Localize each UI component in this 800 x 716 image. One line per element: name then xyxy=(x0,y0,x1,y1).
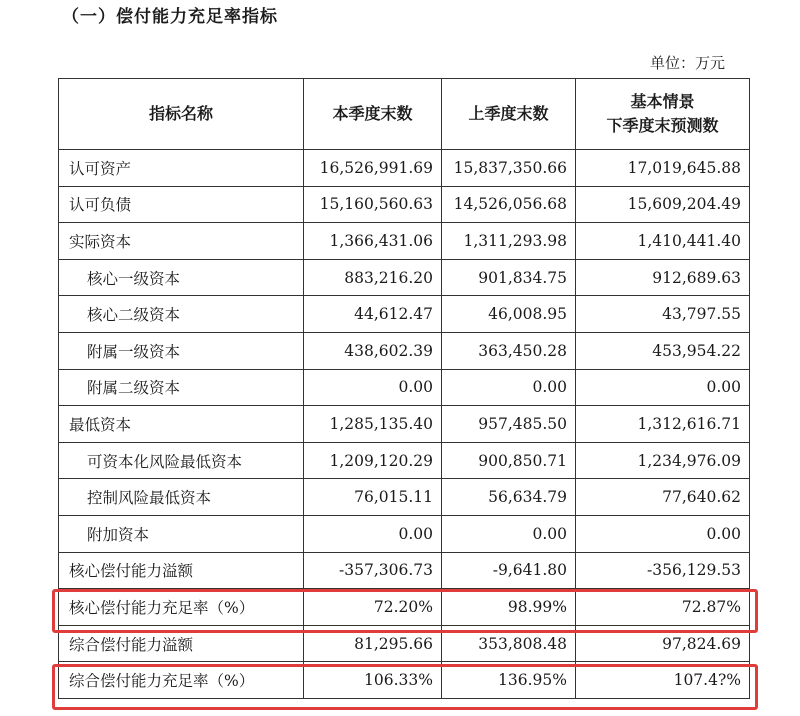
forecast-value: -356,129.53 xyxy=(576,552,750,589)
row-name: 核心偿付能力溢额 xyxy=(59,552,304,589)
current-quarter-value: 81,295.66 xyxy=(304,625,442,662)
row-name: 附属二级资本 xyxy=(59,369,304,406)
table-row xyxy=(59,296,750,333)
current-quarter-value: 76,015.11 xyxy=(304,479,442,516)
forecast-value: 43,797.55 xyxy=(576,296,750,333)
current-quarter-value: 44,612.47 xyxy=(304,296,442,333)
row-name: 实际资本 xyxy=(59,223,304,260)
previous-quarter-value: 14,526,056.68 xyxy=(442,186,576,223)
forecast-value: 0.00 xyxy=(576,515,750,552)
row-name: 核心一级资本 xyxy=(59,259,304,296)
previous-quarter-value: 363,450.28 xyxy=(442,332,576,369)
previous-quarter-value: 0.00 xyxy=(442,515,576,552)
header-indicator-name: 指标名称 xyxy=(59,79,304,150)
current-quarter-value: 883,216.20 xyxy=(304,259,442,296)
row-name: 综合偿付能力充足率（%） xyxy=(59,662,304,699)
current-quarter-value: 106.33% xyxy=(304,662,442,699)
forecast-value: 453,954.22 xyxy=(576,332,750,369)
current-quarter-value: 0.00 xyxy=(304,369,442,406)
forecast-value: 0.00 xyxy=(576,369,750,406)
current-quarter-value: 72.20% xyxy=(304,589,442,626)
table-row xyxy=(59,332,750,369)
previous-quarter-value: 15,837,350.66 xyxy=(442,150,576,187)
header-previous-quarter: 上季度末数 xyxy=(442,79,576,150)
header-forecast-line2: 下季度末预测数 xyxy=(606,116,719,135)
header-forecast-line1: 基本情景 xyxy=(630,92,695,111)
forecast-value: 77,640.62 xyxy=(576,479,750,516)
row-name: 核心二级资本 xyxy=(59,296,304,333)
current-quarter-value: 15,160,560.63 xyxy=(304,186,442,223)
forecast-value: 97,824.69 xyxy=(576,625,750,662)
table-row xyxy=(59,442,750,479)
table-header-row xyxy=(59,79,750,150)
forecast-value: 15,609,204.49 xyxy=(576,186,750,223)
previous-quarter-value: 1,311,293.98 xyxy=(442,223,576,260)
row-name: 认可负债 xyxy=(59,186,304,223)
forecast-value: 72.87% xyxy=(576,589,750,626)
table-row xyxy=(59,223,750,260)
header-forecast xyxy=(576,79,750,150)
unit-label: 单位：万元 xyxy=(650,54,726,72)
previous-quarter-value: -9,641.80 xyxy=(442,552,576,589)
row-name: 认可资产 xyxy=(59,150,304,187)
header-current-quarter: 本季度末数 xyxy=(304,79,442,150)
row-name: 综合偿付能力溢额 xyxy=(59,625,304,662)
forecast-value: 1,410,441.40 xyxy=(576,223,750,260)
table-row xyxy=(59,406,750,443)
table-row xyxy=(59,589,750,626)
solvency-table xyxy=(58,78,750,699)
previous-quarter-value: 98.99% xyxy=(442,589,576,626)
section-title: （一）偿付能力充足率指标 xyxy=(62,7,278,27)
table-row xyxy=(59,662,750,699)
current-quarter-value: -357,306.73 xyxy=(304,552,442,589)
previous-quarter-value: 353,808.48 xyxy=(442,625,576,662)
table-row xyxy=(59,186,750,223)
current-quarter-value: 438,602.39 xyxy=(304,332,442,369)
table-row xyxy=(59,259,750,296)
current-quarter-value: 1,285,135.40 xyxy=(304,406,442,443)
current-quarter-value: 1,209,120.29 xyxy=(304,442,442,479)
table-row xyxy=(59,625,750,662)
table-row xyxy=(59,515,750,552)
current-quarter-value: 16,526,991.69 xyxy=(304,150,442,187)
previous-quarter-value: 901,834.75 xyxy=(442,259,576,296)
table-row xyxy=(59,150,750,187)
previous-quarter-value: 56,634.79 xyxy=(442,479,576,516)
row-name: 附属一级资本 xyxy=(59,332,304,369)
forecast-value: 17,019,645.88 xyxy=(576,150,750,187)
previous-quarter-value: 900,850.71 xyxy=(442,442,576,479)
previous-quarter-value: 0.00 xyxy=(442,369,576,406)
current-quarter-value: 0.00 xyxy=(304,515,442,552)
row-name: 可资本化风险最低资本 xyxy=(59,442,304,479)
row-name: 附加资本 xyxy=(59,515,304,552)
forecast-value: 1,234,976.09 xyxy=(576,442,750,479)
previous-quarter-value: 46,008.95 xyxy=(442,296,576,333)
row-name: 最低资本 xyxy=(59,406,304,443)
table-row xyxy=(59,479,750,516)
previous-quarter-value: 957,485.50 xyxy=(442,406,576,443)
forecast-value: 1,312,616.71 xyxy=(576,406,750,443)
table-row xyxy=(59,552,750,589)
row-name: 核心偿付能力充足率（%） xyxy=(59,589,304,626)
forecast-value: 107.4?% xyxy=(576,662,750,699)
table-row xyxy=(59,369,750,406)
row-name: 控制风险最低资本 xyxy=(59,479,304,516)
forecast-value: 912,689.63 xyxy=(576,259,750,296)
previous-quarter-value: 136.95% xyxy=(442,662,576,699)
current-quarter-value: 1,366,431.06 xyxy=(304,223,442,260)
